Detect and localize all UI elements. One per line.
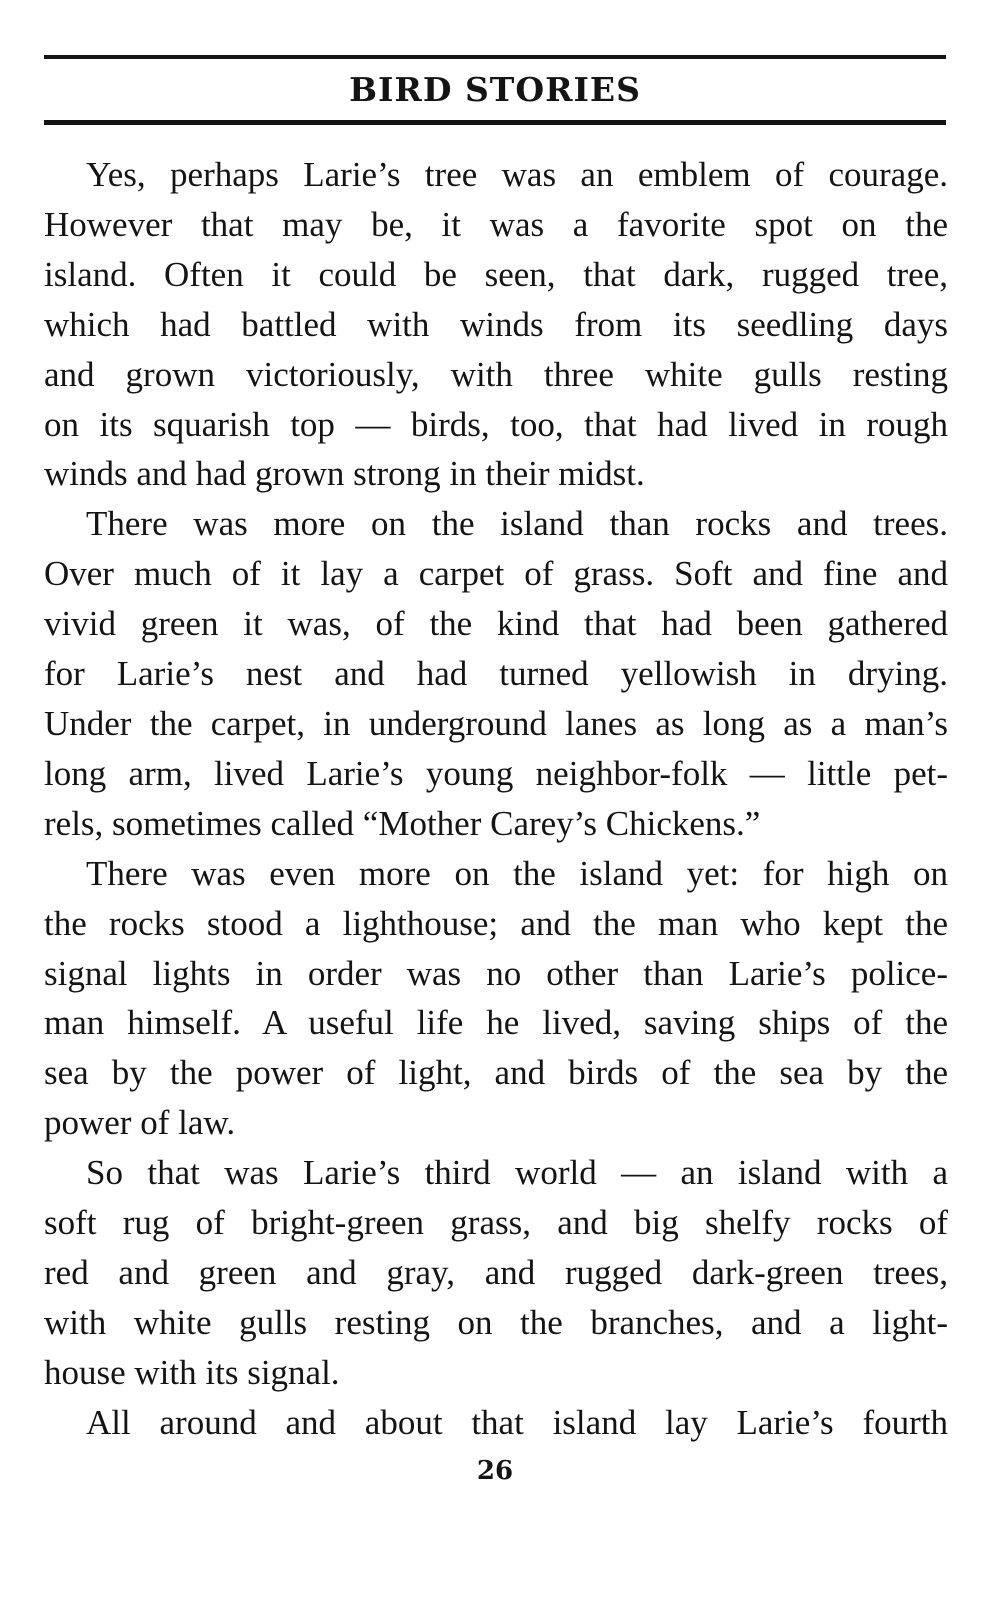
- text-line: Under the carpet, in underground lanes as long as a man’s: [44, 703, 948, 743]
- text-line: long arm, lived Larie’s young neighbor-folk — little pet-: [44, 753, 948, 793]
- text-line: Over much of it lay a carpet of grass. Soft and fine and: [44, 554, 948, 594]
- text-line: vivid green it was, of the kind that had been gathered: [44, 604, 948, 644]
- paragraph: [44, 1398, 948, 1448]
- text-line: There was even more on the island yet: for high on: [86, 853, 948, 893]
- text-line: All around and about that island lay Larie’s fourth: [86, 1402, 948, 1442]
- text-line: and grown victoriously, with three white gulls resting: [44, 354, 948, 394]
- body-text: [44, 150, 948, 1448]
- text-line: house with its signal.: [44, 1352, 340, 1392]
- header-rule-top: [44, 55, 946, 59]
- page-number: 26: [476, 1456, 514, 1486]
- text-line: winds and had grown strong in their midst.: [44, 454, 645, 494]
- text-line: the rocks stood a lighthouse; and the man who kept the: [44, 903, 948, 943]
- text-line: However that may be, it was a favorite spot on the: [44, 204, 948, 244]
- text-line: sea by the power of light, and birds of the sea by the: [44, 1053, 948, 1093]
- text-line: for Larie’s nest and had turned yellowish in drying.: [44, 654, 948, 694]
- text-line: soft rug of bright-green grass, and big shelfy rocks of: [44, 1203, 948, 1243]
- text-line: with white gulls resting on the branches, and a light-: [44, 1302, 948, 1342]
- paragraph: [44, 150, 948, 499]
- text-line: signal lights in order was no other than Larie’s police-: [44, 953, 948, 993]
- text-line: which had battled with winds from its seedling days: [44, 304, 948, 344]
- text-line: island. Often it could be seen, that dark, rugged tree,: [44, 254, 948, 294]
- paragraph: [44, 1148, 948, 1398]
- text-line: Yes, perhaps Larie’s tree was an emblem of courage.: [86, 155, 948, 194]
- paragraph: [44, 849, 948, 1148]
- header-rule-bottom: [44, 120, 946, 125]
- text-line: man himself. A useful life he lived, saving ships of the: [44, 1003, 948, 1043]
- text-line: power of law.: [44, 1103, 236, 1143]
- text-line: on its squarish top — birds, too, that had lived in rough: [44, 404, 948, 444]
- text-line: red and green and gray, and rugged dark-green trees,: [44, 1252, 948, 1292]
- text-line: rels, sometimes called “Mother Carey’s Chickens.”: [44, 803, 761, 843]
- paragraph: [44, 499, 948, 848]
- text-line: So that was Larie’s third world — an island with a: [86, 1153, 948, 1193]
- running-head: BIRD STORIES: [349, 70, 641, 109]
- text-line: There was more on the island than rocks and trees.: [86, 504, 948, 544]
